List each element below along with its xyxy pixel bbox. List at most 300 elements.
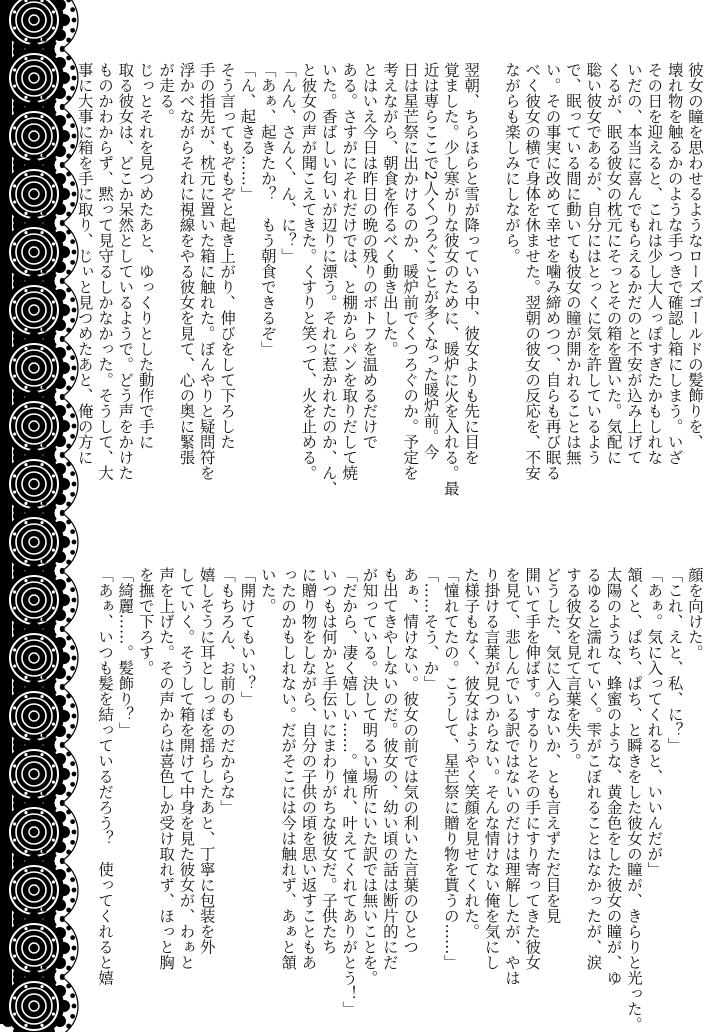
lace-medallion	[4, 164, 64, 224]
lace-scallop	[28, 100, 40, 112]
text-line: していく。そうして箱を開けて中身を見た彼女が、わぁと	[176, 567, 196, 987]
text-line: を撫で下ろす。	[135, 567, 155, 987]
vertical-text-block-top	[95, 62, 705, 482]
lace-fringe-dot	[52, 563, 57, 568]
lace-petal	[24, 444, 27, 447]
lace-petal	[24, 115, 27, 118]
text-line: 翌朝、ちらほらと雪が降っている中、彼女よりも先に目を	[461, 62, 481, 482]
lace-petal	[24, 1024, 27, 1027]
lace-petal	[52, 126, 55, 129]
lace-scallop	[58, 826, 70, 838]
lace-petal	[24, 985, 27, 988]
lace-petal	[52, 896, 55, 899]
lace-petal	[13, 300, 16, 303]
lace-petal	[52, 938, 55, 941]
lace-petal	[13, 822, 16, 825]
lace-scallop	[58, 478, 70, 490]
lace-fringe-dot	[70, 7, 75, 12]
lace-scallop	[58, 652, 70, 664]
lace-petal	[24, 270, 27, 273]
lace-fringe-dot	[70, 666, 75, 671]
lace-petal	[40, 579, 43, 582]
lace-fringe-dot	[42, 559, 47, 564]
lace-petal	[24, 618, 27, 621]
lace-petal	[52, 706, 55, 709]
lace-petal	[13, 938, 16, 941]
lace-scallop	[58, 188, 70, 200]
text-line: 取る彼女は、どこか呆然としているようで。どう声をかけた	[115, 62, 135, 482]
lace-fringe-dot	[72, 888, 77, 893]
lace-scallop	[28, 622, 40, 634]
lace-petal	[40, 753, 43, 756]
lace-petal	[52, 606, 55, 609]
lace-petal	[52, 358, 55, 361]
lace-fringe-dot	[52, 621, 57, 626]
lace-petal	[13, 954, 16, 957]
text-line: も出てきやしないのだ。彼女の、幼い頃の話は断片的にだ	[380, 567, 400, 987]
lace-fringe-dot	[66, 0, 71, 2]
text-line: 壊れ物を触るかのような手つきで確認し箱にしまう。いざ	[664, 62, 684, 482]
lace-petal	[13, 258, 16, 261]
lace-petal	[52, 258, 55, 261]
lace-petal	[13, 896, 16, 899]
lace-petal	[52, 490, 55, 493]
lace-petal	[13, 880, 16, 883]
lace-petal	[52, 200, 55, 203]
lace-medallion	[4, 686, 64, 746]
lace-scallop	[28, 796, 40, 808]
lace-petal	[13, 996, 16, 999]
text-line: 考えながら、朝食を作るべく動き出した。	[380, 62, 400, 482]
lace-petal	[52, 84, 55, 87]
lace-scallop	[58, 362, 70, 374]
lace-scallop	[58, 420, 70, 432]
lace-scallop	[58, 130, 70, 142]
lace-fringe-dot	[52, 273, 57, 278]
lace-fringe-dot	[52, 447, 57, 452]
lace-fringe-dot	[70, 840, 75, 845]
lace-fringe-dot	[72, 714, 77, 719]
lace-petal	[52, 242, 55, 245]
lace-scallop	[28, 216, 40, 228]
lace-fringe-dot	[52, 41, 57, 46]
lace-petal	[13, 764, 16, 767]
lace-scallop	[58, 72, 70, 84]
text-line: が知っている。決して明るい場所にいた訳では無いことを。	[359, 567, 379, 987]
text-line: を見て、悲しんでいる訳ではないのだけは理解したが、やは	[502, 567, 522, 987]
lace-petal	[24, 560, 27, 563]
lace-petal	[13, 706, 16, 709]
text-line: 事に大事に箱を手に取り、じぃと見つめたあと、俺の方に	[74, 62, 94, 482]
lace-fringe-dot	[70, 28, 75, 33]
lace-petal	[24, 289, 27, 292]
lace-scallop	[58, 14, 70, 26]
lace-petal	[52, 780, 55, 783]
lace-petal	[13, 358, 16, 361]
lace-fringe-dot	[72, 656, 77, 661]
lace-petal	[40, 811, 43, 814]
lace-fringe-dot	[42, 385, 47, 390]
lace-fringe-dot	[70, 587, 75, 592]
lace-petal	[52, 184, 55, 187]
lace-fringe-dot	[72, 772, 77, 777]
lace-medallion	[4, 48, 64, 108]
text-line: その日を迎えると、これは少し大人っぽすぎたかもしれな	[644, 62, 664, 482]
lace-petal	[13, 722, 16, 725]
lace-petal	[40, 463, 43, 466]
lace-petal	[24, 811, 27, 814]
lace-fringe-dot	[42, 211, 47, 216]
text-line: 手の指先が、枕元に置いた箱に触れた。ぼんやりと疑問符を	[196, 62, 216, 482]
lace-petal	[24, 869, 27, 872]
lace-fringe-dot	[52, 679, 57, 684]
lace-petal	[52, 300, 55, 303]
lace-medallion	[4, 512, 64, 572]
lace-petal	[24, 734, 27, 737]
lace-scallop	[58, 768, 70, 780]
lace-petal	[24, 502, 27, 505]
lace-fringe-dot	[42, 95, 47, 100]
lace-fringe-dot	[52, 99, 57, 104]
lace-fringe-dot	[52, 737, 57, 742]
lace-petal	[24, 966, 27, 969]
lace-petal	[52, 316, 55, 319]
text-line: くるが、眠る彼女の枕元にそっとその箱を置いた。気配に	[603, 62, 623, 482]
lace-petal	[52, 68, 55, 71]
lace-medallion	[4, 802, 64, 862]
lace-medallion	[4, 744, 64, 804]
lace-scallop	[28, 448, 40, 460]
lace-scallop	[58, 1000, 70, 1012]
lace-fringe-dot	[52, 215, 57, 220]
lace-petal	[40, 173, 43, 176]
lace-medallion	[4, 860, 64, 920]
lace-fringe-dot	[52, 157, 57, 162]
lace-fringe-dot	[42, 791, 47, 796]
lace-petal	[13, 606, 16, 609]
text-line: 日は星芒祭に出かけるのか、暖炉前でくつろぐのか。予定を	[400, 62, 420, 482]
lace-petal	[52, 374, 55, 377]
text-line: いだの、本当に喜んでもらえるかだのと不安が込み上げて	[624, 62, 644, 482]
lace-petal	[40, 115, 43, 118]
lace-petal	[24, 38, 27, 41]
lace-petal	[40, 927, 43, 930]
lace-medallion	[4, 280, 64, 340]
lace-petal	[52, 996, 55, 999]
lace-petal	[52, 764, 55, 767]
lace-petal	[52, 838, 55, 841]
lace-petal	[52, 142, 55, 145]
lace-petal	[40, 231, 43, 234]
text-line: 開いて手を伸ばす。するりとその手にすり寄ってきた彼女	[522, 567, 542, 987]
lace-petal	[13, 1012, 16, 1015]
text-line: 「……そう、か」	[420, 567, 440, 987]
lace-scallop	[58, 304, 70, 316]
lace-petal	[52, 822, 55, 825]
lace-petal	[40, 869, 43, 872]
lace-petal	[13, 200, 16, 203]
lace-fringe-dot	[52, 795, 57, 800]
lace-petal	[24, 154, 27, 157]
text-line: で、眠っている間に動いても彼女の瞳が開かれることは無	[563, 62, 583, 482]
lace-fringe-dot	[70, 782, 75, 787]
lace-petal	[52, 590, 55, 593]
lace-petal	[24, 908, 27, 911]
lace-petal	[40, 405, 43, 408]
lace-petal	[13, 532, 16, 535]
lace-petal	[24, 386, 27, 389]
lace-petal	[24, 521, 27, 524]
lace-petal	[24, 463, 27, 466]
lace-petal	[52, 664, 55, 667]
text-line: 「あぁ、いつも髪を結っているだろう？ 使ってくれると嬉	[95, 567, 115, 987]
text-line: い。その事実に改めて幸せを噛み締めつつ、自らも再び眠る	[542, 62, 562, 482]
text-line: 「これ、えと、私、に？」	[664, 567, 684, 987]
text-line: する彼女を見て言葉を失う。	[563, 567, 583, 987]
text-line: そう言ってもぞもぞと起き上がり、伸びをして下ろした	[217, 62, 237, 482]
lace-petal	[13, 780, 16, 783]
lace-petal	[24, 173, 27, 176]
text-line: べく彼女の横で身体を休ませた。翌朝の彼女の反応を、不安	[522, 62, 542, 482]
lace-fringe-dot	[70, 898, 75, 903]
lace-fringe-dot	[42, 443, 47, 448]
lace-petal	[52, 954, 55, 957]
text-line: 太陽のような、蜂蜜のような、黄金色をした彼女の瞳が、ゆ	[603, 567, 623, 987]
lace-fringe-dot	[42, 269, 47, 274]
lace-scallop	[58, 942, 70, 954]
text-line: 顔を向けた。	[685, 567, 705, 987]
lace-petal	[13, 84, 16, 87]
text-line: いた。香ばしい匂いが辺りに漂う。それに惹かれたのか、ん、	[318, 62, 338, 482]
lace-petal	[24, 927, 27, 930]
text-line: ものかわからず、黙って見守るしかなかった。そうして、大	[95, 62, 115, 482]
text-line: 「憧れてたの。こうして、星芒祭に贈り物を貰うの……」	[441, 567, 461, 987]
lace-petal	[40, 57, 43, 60]
lace-petal	[24, 792, 27, 795]
lace-petal	[24, 96, 27, 99]
lace-petal	[40, 1024, 43, 1027]
lace-petal	[40, 985, 43, 988]
lace-scallop	[28, 738, 40, 750]
lace-fringe-dot	[52, 331, 57, 336]
text-line	[481, 62, 501, 482]
lace-fringe-dot	[70, 956, 75, 961]
lace-scallop	[28, 970, 40, 982]
lace-medallion	[4, 338, 64, 398]
text-line: 「だから、凄く嬉しい……。憧れ、叶えてくれてありがとう！」	[339, 567, 359, 987]
lace-petal	[24, 405, 27, 408]
lace-scallop	[28, 564, 40, 576]
lace-petal	[52, 416, 55, 419]
text-line: に贈り物をしながら、自分の子供の頃を思い返すこともあ	[298, 567, 318, 987]
lace-scallop	[58, 884, 70, 896]
lace-petal	[13, 838, 16, 841]
lace-petal	[24, 695, 27, 698]
text-line: ったのかもしれない。だがそこには今は触れず、あぁと頷	[278, 567, 298, 987]
text-line: 浮かべながらそれに視線をやる彼女を見て、心の奥に緊張	[176, 62, 196, 482]
text-line: 「綺麗……。髪飾り？」	[115, 567, 135, 987]
text-line: 「あぁ、起きたか？ もう朝食できるぞ」	[257, 62, 277, 482]
text-line: どうした、気に入らないか、とも言えずただ目を見	[542, 567, 562, 987]
lace-petal	[13, 590, 16, 593]
text-line: いつもは何かと手伝いにまわりがちな彼女だ。子供たち	[318, 567, 338, 987]
text-line: あぁ、情けない。彼女の前では気の利いた言葉のひとつ	[400, 567, 420, 987]
lace-petal	[52, 648, 55, 651]
lace-scallop	[28, 42, 40, 54]
lace-fringe-dot	[42, 617, 47, 622]
lace-petal	[52, 26, 55, 29]
lace-fringe-dot	[42, 849, 47, 854]
lace-petal	[52, 548, 55, 551]
lace-scallop	[58, 594, 70, 606]
lace-medallion	[4, 570, 64, 630]
lace-fringe-dot	[72, 598, 77, 603]
text-line: た様子もなく、彼女はようやく笑顔を見せてくれた。	[461, 567, 481, 987]
lace-petal	[13, 10, 16, 13]
lace-petal	[24, 637, 27, 640]
text-line: と彼女の声が聞こえてきた。くすりと笑って、火を止める。	[298, 62, 318, 482]
lace-petal	[52, 1012, 55, 1015]
lace-petal	[24, 850, 27, 853]
lace-petal	[52, 880, 55, 883]
lace-fringe-dot	[70, 761, 75, 766]
lace-fringe-dot	[70, 645, 75, 650]
text-line: 近は専らここで2人くつろぐことが多くなった暖炉前。今	[420, 62, 440, 482]
lace-fringe-dot	[70, 993, 75, 998]
lace-petal	[52, 474, 55, 477]
lace-fringe-dot	[72, 482, 77, 487]
lace-petal	[52, 432, 55, 435]
lace-petal	[13, 316, 16, 319]
text-line: 頷くと、ぱち、ぱち、と瞬きをした彼女の瞳が、きらりと光った。	[624, 567, 644, 987]
lace-scallop	[58, 246, 70, 258]
lace-petal	[13, 474, 16, 477]
lace-scallop	[28, 274, 40, 286]
lace-petal	[24, 753, 27, 756]
lace-fringe-dot	[70, 877, 75, 882]
lace-fringe-dot	[70, 608, 75, 613]
lace-petal	[13, 648, 16, 651]
lace-scallop	[28, 158, 40, 170]
lace-petal	[13, 126, 16, 129]
lace-medallion	[4, 396, 64, 456]
lace-medallion	[4, 222, 64, 282]
lace-petal	[13, 26, 16, 29]
text-line: ある。さすがにそれだけでは、と棚からパンを取りだして焼	[339, 62, 359, 482]
text-line: 「開けてもいい？」	[237, 567, 257, 987]
lace-petal	[40, 347, 43, 350]
lace-fringe-dot	[42, 907, 47, 912]
lace-fringe-dot	[42, 501, 47, 506]
lace-fringe-dot	[52, 853, 57, 858]
text-line: じっとそれを見つめたあと、ゆっくりとした動作で手に	[135, 62, 155, 482]
lace-medallion	[4, 628, 64, 688]
lace-scallop	[28, 854, 40, 866]
lace-medallion	[4, 918, 64, 978]
lace-medallion	[4, 106, 64, 166]
text-line: 聡い彼女であるが、自分にはとっくに気を許しているよう	[583, 62, 603, 482]
text-line: 声を上げた。その声からは喜色しか受け取れず、ほっと胸	[156, 567, 176, 987]
lace-medallion	[4, 454, 64, 514]
lace-scallop	[28, 506, 40, 518]
lace-petal	[24, 676, 27, 679]
text-line: 「ん、起きる……」	[237, 62, 257, 482]
text-line: とはいえ今日は昨日の晩の残りのボトフを温めるだけで	[359, 62, 379, 482]
lace-scallop	[58, 710, 70, 722]
lace-petal	[13, 68, 16, 71]
lace-petal	[40, 289, 43, 292]
lace-fringe-dot	[70, 724, 75, 729]
lace-fringe-dot	[42, 37, 47, 42]
lace-fringe-dot	[72, 830, 77, 835]
text-line: が走る。	[156, 62, 176, 482]
lace-fringe-dot	[70, 1014, 75, 1019]
lace-petal	[52, 722, 55, 725]
lace-petal	[24, 347, 27, 350]
lace-petal	[13, 242, 16, 245]
lace-scallop	[28, 680, 40, 692]
lace-petal	[13, 142, 16, 145]
lace-fringe-dot	[72, 1004, 77, 1009]
text-line: 「もちろん、お前のものだからな」	[217, 567, 237, 987]
lace-fringe-dot	[70, 935, 75, 940]
text-line: 嬉しそうに耳としっぽを揺らしたあと、丁寧に包装を外	[196, 567, 216, 987]
text-line: 「んん、さんく、ん、に？」	[278, 62, 298, 482]
vertical-text-block-bottom	[95, 567, 705, 987]
lace-petal	[24, 57, 27, 60]
lace-petal	[24, 231, 27, 234]
text-line: 「あぁ。気に入ってくれると、いいんだが」	[644, 567, 664, 987]
text-line: るゆると濡れていく。雫がこぼれることはなかったが、涙	[583, 567, 603, 987]
lace-petal	[13, 664, 16, 667]
lace-fringe-dot	[70, 703, 75, 708]
lace-fringe-dot	[42, 675, 47, 680]
lace-petal	[40, 695, 43, 698]
text-line: 覚ました。少し寒がりな彼女のために、暖炉に火を入れる。最	[441, 62, 461, 482]
lace-scallop	[28, 912, 40, 924]
lace-petal	[40, 521, 43, 524]
lace-fringe-dot	[42, 733, 47, 738]
lace-petal	[24, 579, 27, 582]
text-line: ながらも楽しみにしながら。	[502, 62, 522, 482]
text-line: 彼女の瞳を思わせるようなローズゴールドの髪飾りを、	[685, 62, 705, 482]
lace-petal	[13, 374, 16, 377]
lace-fringe-dot	[70, 529, 75, 534]
lace-scallop	[28, 332, 40, 344]
lace-fringe-dot	[72, 946, 77, 951]
lace-fringe-dot	[42, 965, 47, 970]
lace-fringe-dot	[70, 492, 75, 497]
lace-fringe-dot	[70, 819, 75, 824]
lace-petal	[13, 548, 16, 551]
lace-scallop	[28, 390, 40, 402]
lace-fringe-dot	[42, 153, 47, 158]
lace-fringe-dot	[72, 18, 77, 23]
lace-fringe-dot	[42, 327, 47, 332]
lace-fringe-dot	[52, 505, 57, 510]
lace-petal	[13, 184, 16, 187]
lace-petal	[24, 328, 27, 331]
text-line: いた。	[257, 567, 277, 987]
lace-petal	[13, 416, 16, 419]
lace-fringe-dot	[70, 550, 75, 555]
lace-petal	[52, 10, 55, 13]
lace-fringe-dot	[52, 911, 57, 916]
lace-petal	[13, 490, 16, 493]
lace-fringe-dot	[72, 540, 77, 545]
lace-petal	[24, 212, 27, 215]
lace-petal	[13, 432, 16, 435]
